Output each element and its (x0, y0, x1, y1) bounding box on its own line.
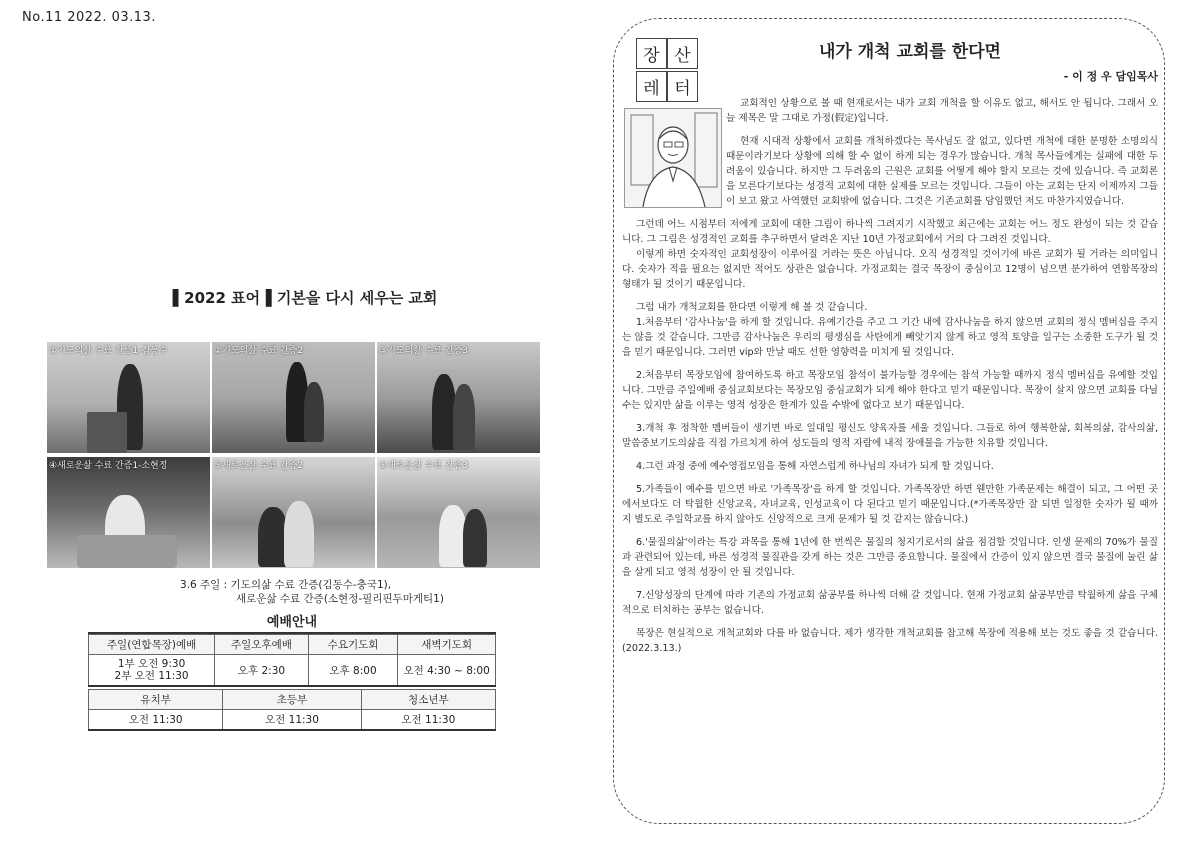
letter-paragraph: 4.그런 과정 중에 예수영접모임을 통해 자연스럽게 하나님의 자녀가 되게 할 것입니다. (636, 461, 994, 472)
person-figure (284, 501, 314, 567)
stamp-char: 터 (667, 71, 698, 102)
stamp-char: 산 (667, 38, 698, 69)
photo-caption: ⑥새로운삶 수료 간증3 (379, 461, 469, 471)
schedule-value-cell: 오후 2:30 (215, 655, 309, 687)
letter-paragraph: 2.처음부터 목장모임에 참여하도록 하고 목장모임 참석이 불가능할 경우에는 참석 가능할 때까지 정식 멤버십을 유예할 것입니다. 그만큼 주일예배 중심교회보다는 목장모임 중심교회가 되게 해야 한다고 믿기 때문입니다. 목장이 살지 않으면 교회를 다닐 수는 있지만 삶을 이루는 영적 성장은 한계가 있을 수밖에 없다고 보기 때문입니다. (622, 370, 1158, 411)
photo-new-life-testimony-2 (212, 457, 375, 568)
column-stamp-logo (636, 38, 698, 102)
letter-paragraph: 3.개척 후 정착한 멤버들이 생기면 바로 일대일 평신도 양육자를 세울 것입니다. 그들로 하여 행복한삶, 회복의삶, 감사의삶, 말씀중보기도의삶을 직접 가르치게 하여 성도들의 영적 자람에 내적 장애물을 가능한 치유할 것입니다. (622, 423, 1158, 449)
notes-line-1: 3.6 주일 : 기도의삶 수료 간증(김동수-충국1), (180, 579, 392, 591)
worship-schedule (88, 611, 496, 731)
letter-author: - 이 정 우 담임목사 (1063, 70, 1158, 83)
letter-paragraph: 그런데 어느 시점부터 저에게 교회에 대한 그림이 하나씩 그려지기 시작했고 최근에는 교회는 어느 정도 완성이 되는 것 같습니다. 그 그림은 성경적인 교회를 추구하면서 달려온 지난 10년 가정교회에서 거의 다 그려진 것입니다. (622, 219, 1158, 245)
photo-prayer-testimony-2 (212, 342, 375, 453)
schedule-header-cell: 수요기도회 (308, 635, 398, 655)
letter-paragraph: 1.처음부터 '감사나눔'을 하게 할 것입니다. 유예기간을 주고 그 기간 내에 감사나눔을 하지 않으면 교회의 정식 멤버십을 주지는 않을 것 같습니다. 그만큼 감사나눔은 우리의 평생심을 사탄에게 빼앗기지 않게 하고 영적 토양을 일구는 소중한 도구가 될 것을 믿기 때문입니다. 그러면 vip와 만날 때도 선한 영향력을 미치게 될 것입니다. (622, 317, 1158, 358)
photo-new-life-testimony-3 (377, 457, 540, 568)
letter-paragraph: 이렇게 하면 숫자적인 교회성장이 이루어질 거라는 뜻은 아닙니다. 오직 성경적일 것이기에 바른 교회가 될 거라는 의미입니다. 숫자가 적을 필요는 없지만 적어도 상관은 없습니다. 가정교회는 결국 목장이 중심이고 12명이 넘으면 분가하여 연합목장의 형태가 될 것이기 때문입니다. (622, 249, 1158, 290)
schedule-value-cell: 오전 11:30 (89, 710, 223, 731)
schedule-header-cell: 주일오후예배 (215, 635, 309, 655)
notes-line-2: 새로운삶 수료 간증(소현정-필리핀두마게티1) (236, 593, 444, 605)
photo-caption: ①기도의삶 수료 간증1-김동수 (49, 346, 168, 356)
portrait-spacer (622, 96, 726, 208)
schedule-header-cell: 청소년부 (361, 690, 495, 710)
schedule-header-cell: 새벽기도회 (398, 635, 496, 655)
letter-paragraph: 그럼 내가 개척교회를 한다면 이렇게 해 볼 것 같습니다. (636, 302, 868, 313)
letter-paragraph: 목장은 현실적으로 개척교회와 다를 바 없습니다. 제가 생각한 개척교회를 참고해 목장에 적용해 보는 것도 좋을 것 같습니다.(2022.3.13.) (622, 628, 1158, 654)
schedule-header-cell: 주일(연합목장)예배 (89, 635, 215, 655)
letter-body (622, 96, 1158, 664)
letter-title: 내가 개척 교회를 한다면 (819, 42, 1001, 62)
photo-caption: ⑤새로운삶 수료 간증2 (214, 461, 304, 471)
letter-paragraph: 7.신앙성장의 단계에 따라 기존의 가정교회 삶공부를 하나씩 더해 갈 것입니다. 현재 가정교회 삶공부만큼 탁월하게 삶을 구체적으로 터치하는 공부는 없습니다. (622, 590, 1158, 616)
schedule-value-cell: 오후 8:00 (308, 655, 398, 687)
lectern-shape (87, 412, 127, 453)
letter-paragraph: 5.가족들이 예수를 믿으면 바로 '가족목장'을 하게 할 것입니다. 가족목장만 하면 웬만한 가족문제는 해결이 되고, 그 어떤 곳에서보다도 더 탁월한 신앙교육, 자녀교육, 인성교육이 다 된다고 믿기 때문입니다.(*가족목장만 잘 되면 일정한 숫자가 될 때까지 별도로 주일학교를 하지 않아도 신앙적으로 크게 문제가 될 것 같지는 않습니다.) (622, 484, 1158, 525)
person-figure (304, 382, 324, 442)
letter-paragraph: 현재 시대적 상황에서 교회를 개척하겠다는 목사님도 잘 없고, 있다면 개척에 대한 분명한 소명의식 때문이라기보다 상황에 의해 할 수 없이 하게 되는 경우가 많습니다. 개척 목사들에게는 실패에 대한 두려움이 있습니다. 하지만 그 두려움의 근원은 교회를 어떻게 해야 할지 모르는 것에 있습니다. 즉 교회론을 모른다기보다는 성경적 교회에 대한 실제를 모르는 것입니다. 그들이 아는 교회는 단지 이제까지 그들이 보고 왔고 사역했던 교회밖에 없습니다. 그것은 기존교회를 담임했던 저도 마찬가지였습니다. (726, 136, 1158, 207)
photo-new-life-testimony-1 (47, 457, 210, 568)
photo-prayer-testimony-1 (47, 342, 210, 453)
schedule-value-cell: 1부 오전 9:30 2부 오전 11:30 (89, 655, 215, 687)
schedule-header-cell: 초등부 (223, 690, 361, 710)
letter-paragraph: 6.'물질의삶'이라는 특강 과목을 통해 1년에 한 번씩은 물질의 청지기로서의 삶을 점검할 것입니다. 인생 문제의 70%가 물질과 관련되어 있는데, 바른 성경적 물질관을 갖게 하는 것은 그만큼 중요합니다. 물질에서 간증이 있지 않으면 결국 물질에 눌린 삶을 살게 되고 영적 성장이 안 될 것입니다. (622, 537, 1158, 578)
schedule-value-cell: 오전 4:30 ~ 8:00 (398, 655, 496, 687)
photo-caption: ④새로운삶 수료 간증1-소현정 (49, 461, 168, 471)
testimony-photo-grid (47, 342, 540, 568)
schedule-value-cell: 오전 11:30 (223, 710, 361, 731)
person-figure (463, 509, 487, 567)
photo-caption: ③기도의삶 수료 간증3 (379, 346, 469, 356)
schedule-title: 예배안내 (88, 611, 496, 634)
schedule-header-cell: 유치부 (89, 690, 223, 710)
letter-paragraph: 교회적인 상황으로 볼 때 현재로서는 내가 교회 개척을 할 이유도 없고, 해서도 안 됩니다. 그래서 오늘 제목은 말 그대로 가정(假定)입니다. (726, 98, 1158, 124)
schedule-table (88, 634, 496, 687)
photo-prayer-testimony-3 (377, 342, 540, 453)
schedule-value-cell: 오전 11:30 (361, 710, 495, 731)
schedule-table-youth (88, 689, 496, 731)
testimony-notes (180, 578, 480, 606)
stamp-char: 레 (636, 71, 667, 102)
lectern-shape (77, 535, 177, 568)
photo-caption: ②기도의삶 수료 간증2 (214, 346, 304, 356)
stamp-char: 장 (636, 38, 667, 69)
issue-number-date: No.11 2022. 03.13. (22, 10, 156, 25)
person-figure (453, 384, 475, 450)
year-motto: ▌2022 표어▐ 기본을 다시 세우는 교회 (172, 289, 438, 307)
